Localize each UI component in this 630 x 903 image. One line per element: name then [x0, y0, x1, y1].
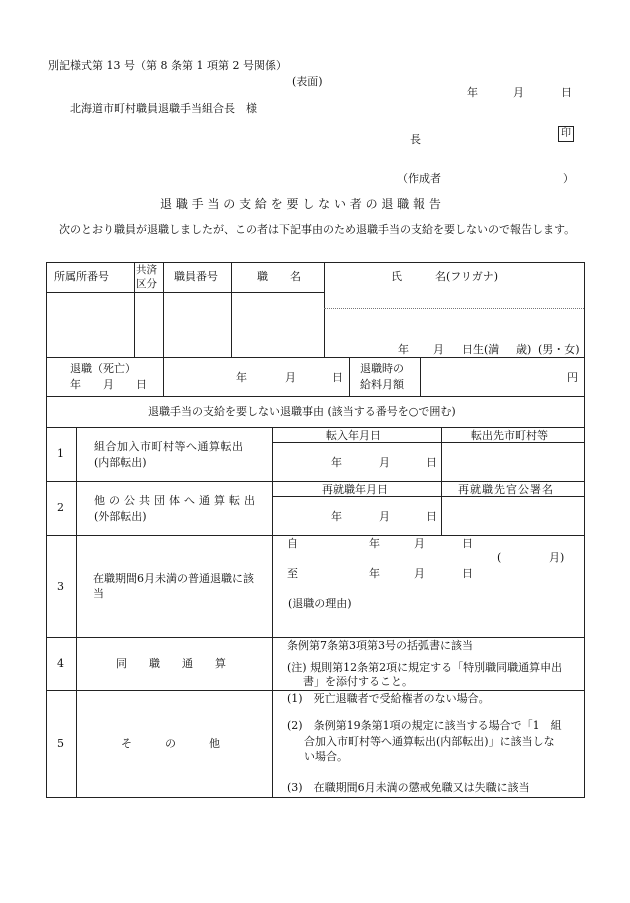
creator-close: ） [563, 172, 574, 185]
row2-date-month: 月 [379, 510, 390, 523]
row4-no: 4 [57, 657, 64, 670]
row5-reason: そ の 他 [121, 737, 220, 750]
retire-date-month: 月 [285, 371, 296, 384]
retire-label-2: 年 月 日 [70, 378, 147, 391]
date-month: 月 [513, 86, 524, 99]
salary-unit: 円 [567, 371, 578, 384]
row1-reason-2: (内部転出) [94, 456, 147, 469]
row2-date-day: 日 [426, 510, 437, 523]
row2-no: 2 [57, 501, 64, 514]
report-title: 退 職 手 当 の 支 給 を 要 し な い 者 の 退 職 報 告 [160, 197, 441, 211]
row3-from-day: 日 [462, 537, 473, 550]
row5-item-2b: 合加入市町村等へ通算転出(内部転出)」に該当しな [304, 735, 555, 748]
header-position: 職 名 [257, 270, 301, 283]
row1-no: 1 [57, 447, 64, 460]
seal-mark: 印 [558, 126, 574, 142]
header-mutual-aid-2: 区分 [136, 278, 157, 290]
form-label: 別記様式第 13 号（第 8 条第 1 項第 2 号関係） [48, 59, 287, 72]
row1-sub-head-left: 転入年月日 [326, 429, 381, 442]
birth-month: 月 [433, 343, 444, 356]
date-day: 日 [561, 86, 572, 99]
date-year: 年 [467, 86, 478, 99]
header-employee-no: 職員番号 [174, 270, 218, 283]
row4-note-1: (注) 規則第12条第2項に規定する「特別職同職通算申出 [287, 661, 563, 674]
row2-sub-head-left: 再就職年月日 [322, 483, 388, 496]
row5-no: 5 [57, 737, 64, 750]
reason-header: 退職手当の支給を要しない退職事由 (該当する番号を○で囲む) [148, 405, 456, 418]
intro-text: 次のとおり職員が退職しましたが、この者は下記事由のため退職手当の支給を要しないので報告します。 [59, 223, 576, 236]
row2-date-year: 年 [331, 510, 342, 523]
row3-from-year: 年 [369, 537, 380, 550]
creator-open: （作成者 [397, 172, 441, 185]
row3-from-month: 月 [414, 537, 425, 550]
row4-note-2: 書」を添付すること。 [303, 675, 413, 688]
salary-label-1: 退職時の [360, 362, 404, 375]
row5-item-2c: い場合。 [304, 750, 348, 763]
row4-line-1: 条例第7条第3項第3号の括弧書に該当 [287, 639, 473, 652]
row2-sub-head-right: 再就職先官公署名 [458, 483, 554, 496]
side-label: (表面) [292, 75, 323, 88]
birth-year: 年 [398, 343, 409, 356]
row3-to-day: 日 [462, 567, 473, 580]
salary-label-2: 給料月額 [360, 378, 404, 391]
row3-reason-1: 在職期間6月未満の普通退職に該 [93, 572, 254, 585]
sender-title: 長 [410, 133, 421, 146]
row3-to-month: 月 [414, 567, 425, 580]
row4-reason: 同 職 通 算 [116, 657, 226, 670]
retire-label-1: 退職（死亡） [70, 362, 136, 375]
row3-reason-2: 当 [93, 587, 104, 600]
row5-item-3: (3) 在職期間6月未満の懲戒免職又は失職に該当 [287, 781, 530, 794]
birth-age: 歳) [516, 343, 532, 356]
birth-day: 日生(満 [462, 343, 500, 356]
row3-no: 3 [57, 580, 64, 593]
header-office-no: 所属所番号 [54, 270, 109, 283]
row1-date-day: 日 [426, 456, 437, 469]
retire-date-year: 年 [236, 371, 247, 384]
row1-sub-head-right: 転出先市町村等 [471, 429, 548, 442]
addressee: 北海道市町村職員退職手当組合長 様 [70, 102, 257, 115]
row3-reason-label: (退職の理由) [288, 597, 352, 610]
row3-from-label: 自 [287, 537, 298, 550]
header-mutual-aid-1: 共済 [136, 264, 157, 276]
header-name: 氏 名(フリガナ) [391, 270, 499, 283]
row5-item-2a: (2) 条例第19条第1項の規定に該当する場合で「1 組 [287, 719, 562, 732]
row3-to-year: 年 [369, 567, 380, 580]
row5-item-1: (1) 死亡退職者で受給権者のない場合。 [287, 692, 490, 705]
row1-date-year: 年 [331, 456, 342, 469]
row1-reason-1: 組合加入市町村等へ通算転出 [94, 440, 244, 453]
retire-date-day: 日 [332, 371, 343, 384]
row2-reason-2: (外部転出) [94, 510, 147, 523]
row3-months-open: ( [497, 551, 502, 564]
row3-months-close: 月) [549, 551, 565, 564]
row1-date-month: 月 [379, 456, 390, 469]
birth-sex: (男・女) [538, 343, 580, 356]
row2-reason-1: 他の公共団体へ通算転出 [94, 494, 259, 507]
row3-to-label: 至 [287, 567, 298, 580]
